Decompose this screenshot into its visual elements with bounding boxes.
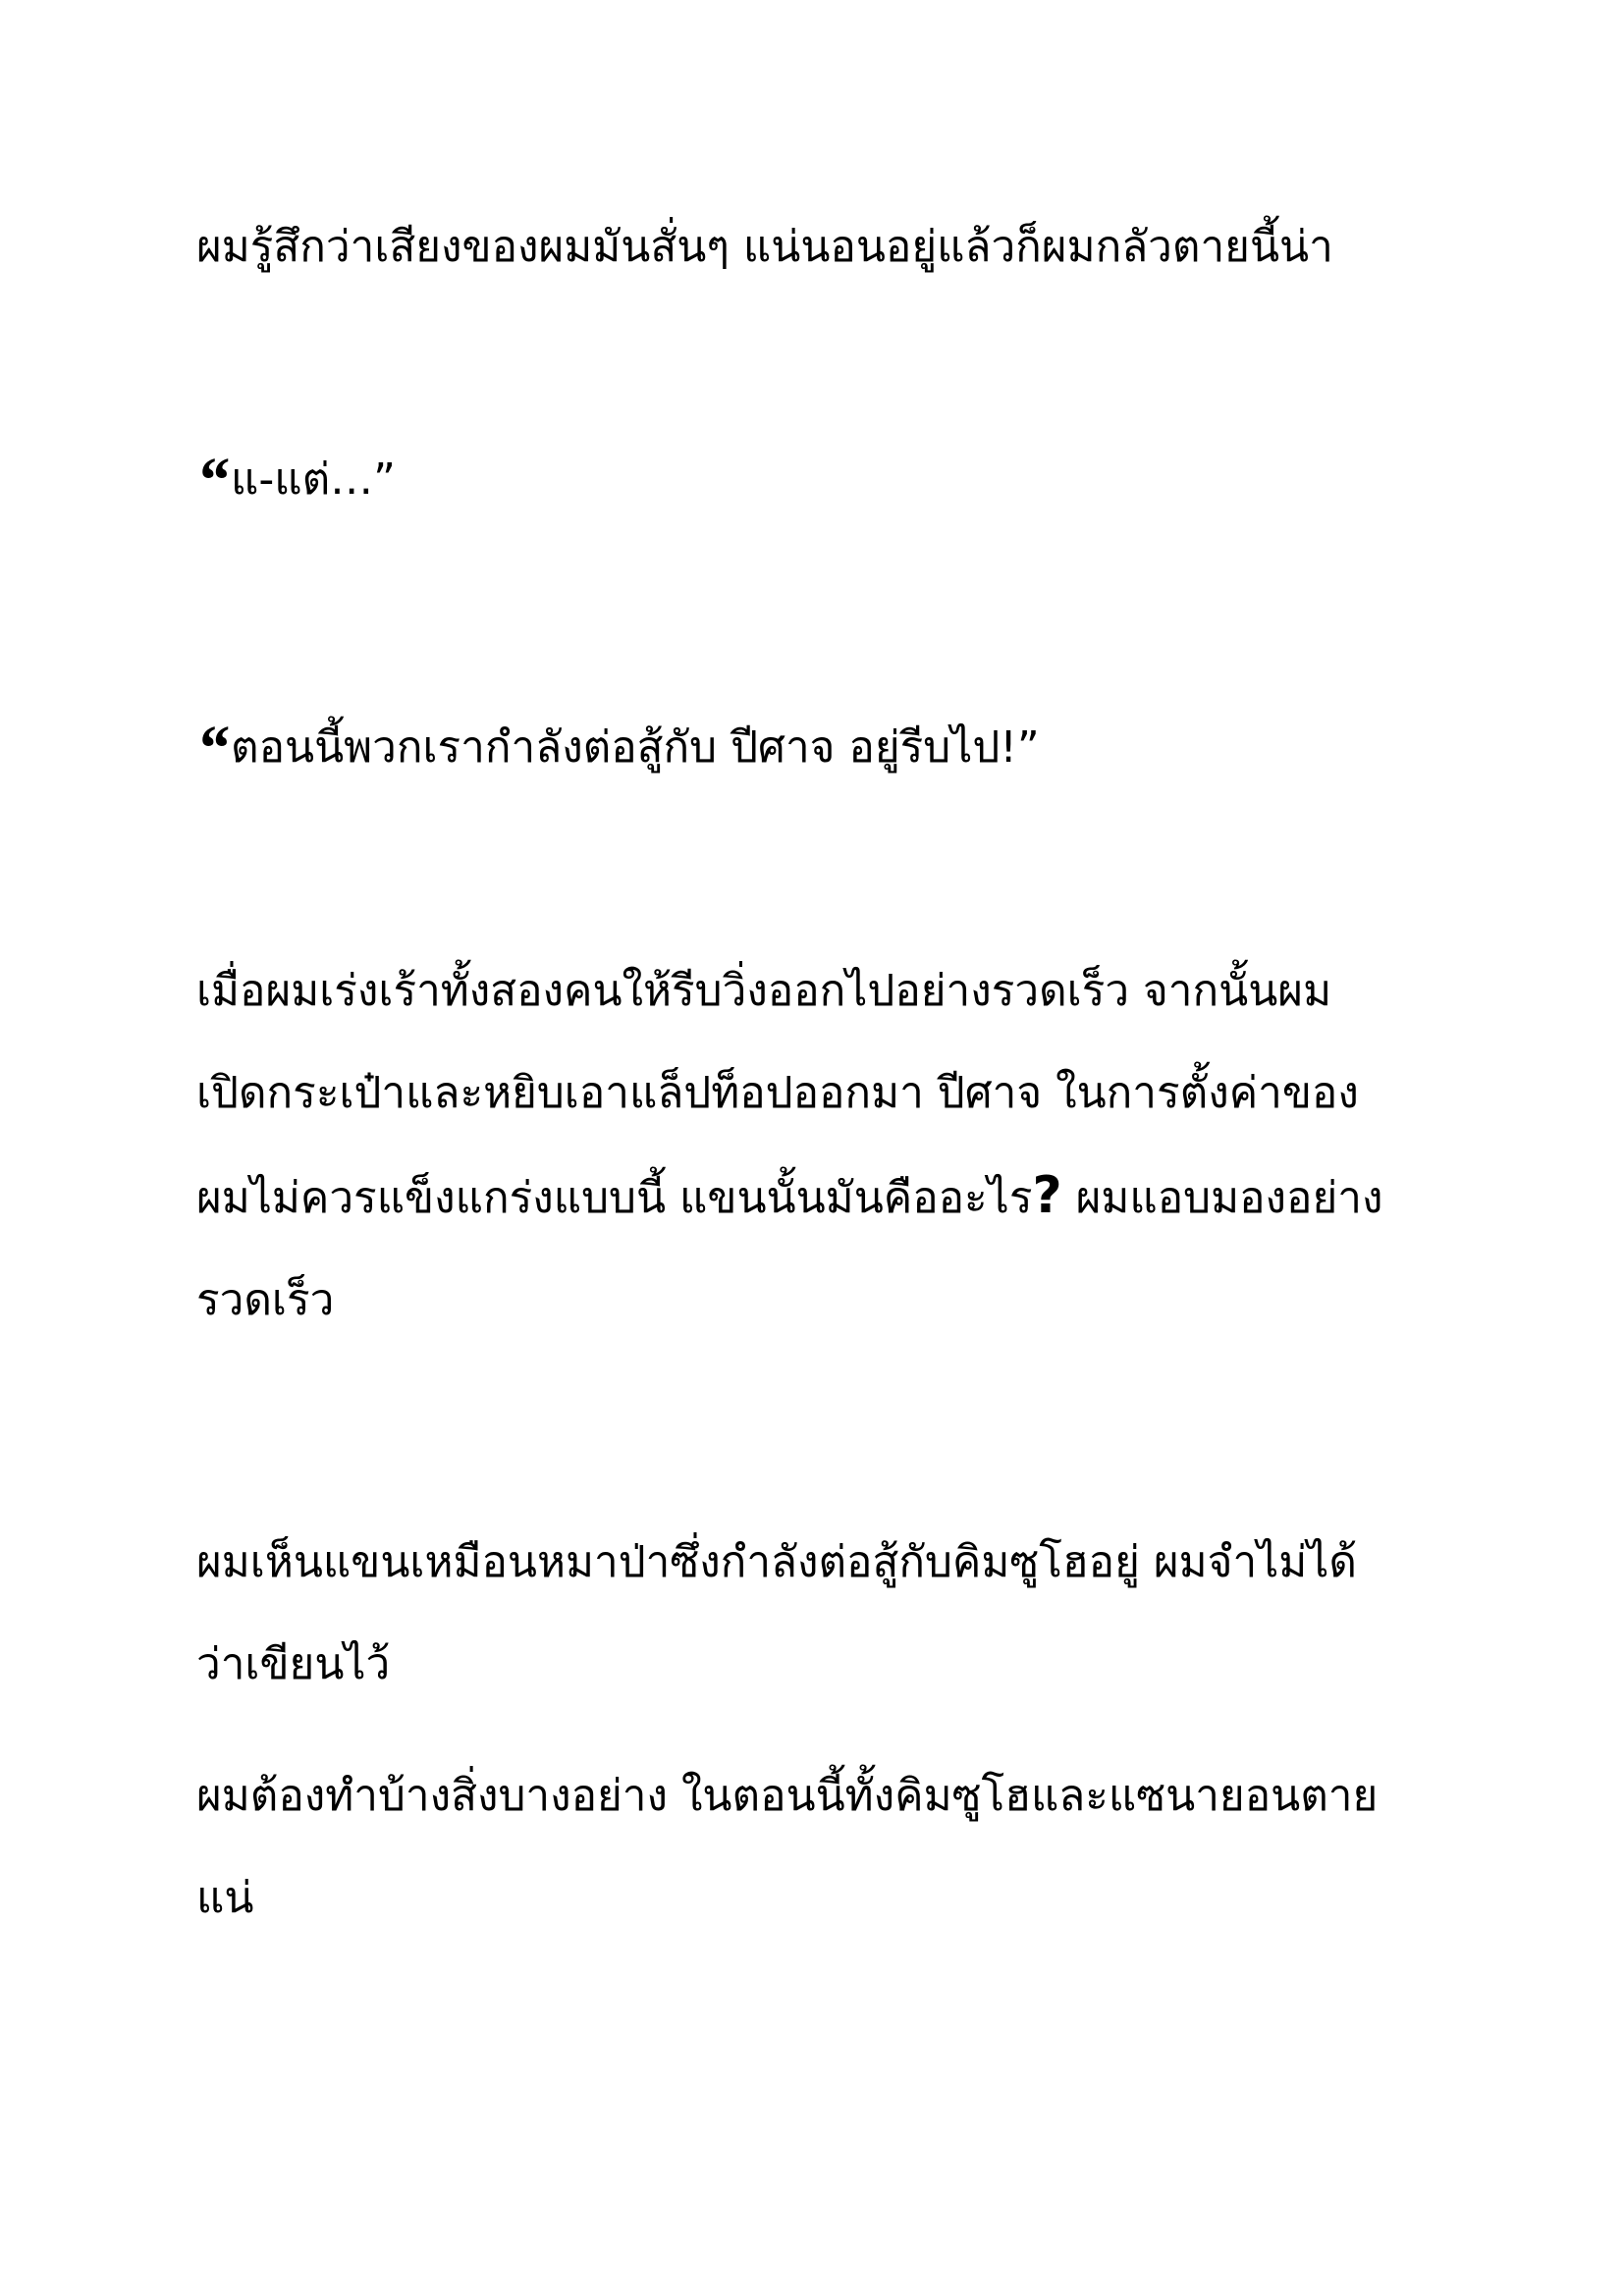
paragraph-line-tail: ผมแอบมองอย่าง [1061,1173,1383,1223]
paragraph-6 [196,1745,1453,1949]
question-mark: ? [1032,1166,1062,1225]
paragraph-3 [196,697,1453,800]
paragraph-line: เปิดกระเป๋าและหยิบเอาแล็ปท็อปออกมา ปีศาจ ในการตั้งค่าของ [196,1068,1359,1118]
paragraph-line [196,429,1453,532]
paragraph-2 [196,429,1453,532]
paragraph-5 [196,1512,1453,1716]
paragraph-4 [196,940,1453,1352]
paragraph-line [196,1145,1453,1250]
paragraph-line: ว่าเขียนไว้ [196,1639,391,1689]
paragraph-line-text: ผมไม่ควรแข็งแกร่งแบบนี้ แขนนั้นมันคืออะไร [196,1173,1033,1223]
open-quote: “ [196,713,229,784]
dialogue-text: แ-แต่…” [231,454,396,505]
open-quote: “ [196,445,229,516]
dialogue-text: ตอนนี้พวกเรากำลังต่อสู้กับ ปีศาจ อยู่รีบไป!” [231,722,1040,773]
paragraph-line [196,697,1453,800]
paragraph-line: ผมรู้สึกว่าเสียงของผมมันสั่นๆ แน่นอนอยู่แล้วก็ผมกลัวตายนี้น่า [196,222,1333,272]
paragraph-line: ผมเห็นแขนเหมือนหมาป่าซึ่งกำลังต่อสู้กับคิมซูโฮอยู่ ผมจำไม่ได้ [196,1537,1357,1587]
paragraph-1 [196,196,1453,298]
paragraph-line: รวดเร็ว [196,1275,335,1325]
paragraph-line: แน่ [196,1873,254,1923]
paragraph-line: ผมต้องทำบ้างสิ่งบางอย่าง ในตอนนี้ทั้งคิมซูโฮและแซนายอนตาย [196,1771,1379,1821]
paragraph-line: เมื่อผมเร่งเร้าทั้งสองคนให้รีบวิ่งออกไปอย่างรวดเร็ว จากนั้นผม [196,966,1332,1016]
